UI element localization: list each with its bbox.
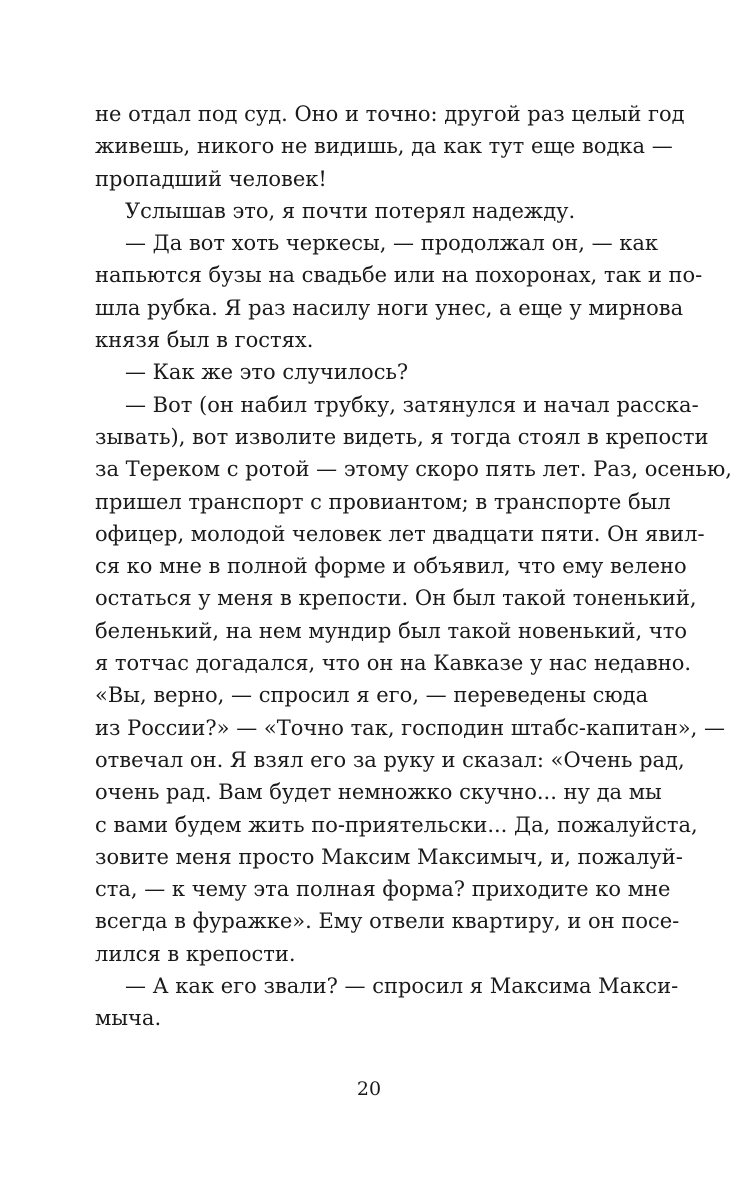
text-line: офицер, молодой человек лет двадцати пяти. Он явил- [95, 521, 705, 546]
text-line: князя был в гостях. [95, 328, 314, 353]
text-line: всегда в фуражке». Ему отвели квартиру, и он посе- [95, 909, 680, 934]
text-line: остаться у меня в крепости. Он был такой тоненький, [95, 586, 697, 611]
text-line: Услышав это, я почти потерял надежду. [125, 198, 576, 223]
text-line: очень рад. Вам будет немножко скучно... ну да мы [95, 780, 662, 805]
text-line: живешь, никого не видишь, да как тут еще водка — [95, 134, 673, 159]
text-line: — Как же это случилось? [125, 360, 409, 385]
text-line: я тотчас догадался, что он на Кавказе у нас недавно. [95, 651, 692, 676]
text-line: за Тереком с ротой — этому скоро пять лет. Раз, осенью, [95, 457, 732, 482]
text-line: лился в крепости. [95, 941, 296, 966]
text-line: ста, — к чему эта полная форма? приходите ко мне [95, 877, 671, 902]
text-line: — Да вот хоть черкесы, — продолжал он, — как [125, 231, 659, 256]
text-line: с вами будем жить по-приятельски... Да, пожалуйста, [95, 812, 698, 837]
text-line: из России?» — «Точно так, господин штабс-капитан», — [95, 715, 725, 740]
body-text [95, 98, 732, 1035]
text-line: шла рубка. Я раз насилу ноги унес, а еще у мирнова [95, 295, 684, 320]
text-line: беленький, на нем мундир был такой новенький, что [95, 618, 687, 643]
text-line: зовите меня просто Максим Максимыч, и, пожалуй- [95, 844, 683, 869]
page-number: 20 [356, 1078, 382, 1100]
text-line: «Вы, верно, — спросил я его, — переведены сюда [95, 683, 649, 708]
text-line: зывать), вот изволите видеть, я тогда стоял в крепости [95, 424, 709, 449]
text-line: пришел транспорт с провиантом; в транспорте был [95, 489, 671, 514]
text-line: — Вот (он набил трубку, затянулся и начал расска- [125, 392, 699, 417]
text-line: пропадший человек! [95, 166, 327, 191]
text-line: мыча. [95, 1006, 162, 1031]
text-line: не отдал под суд. Оно и точно: другой раз целый год [95, 102, 685, 126]
text-line: — А как его звали? — спросил я Максима Макси- [125, 974, 679, 999]
text-line: отвечал он. Я взял его за руку и сказал: «Очень рад, [95, 747, 685, 772]
text-line: ся ко мне в полной форме и объявил, что ему велено [95, 554, 687, 579]
text-line: напьются бузы на свадьбе или на похоронах, так и по- [95, 263, 703, 288]
